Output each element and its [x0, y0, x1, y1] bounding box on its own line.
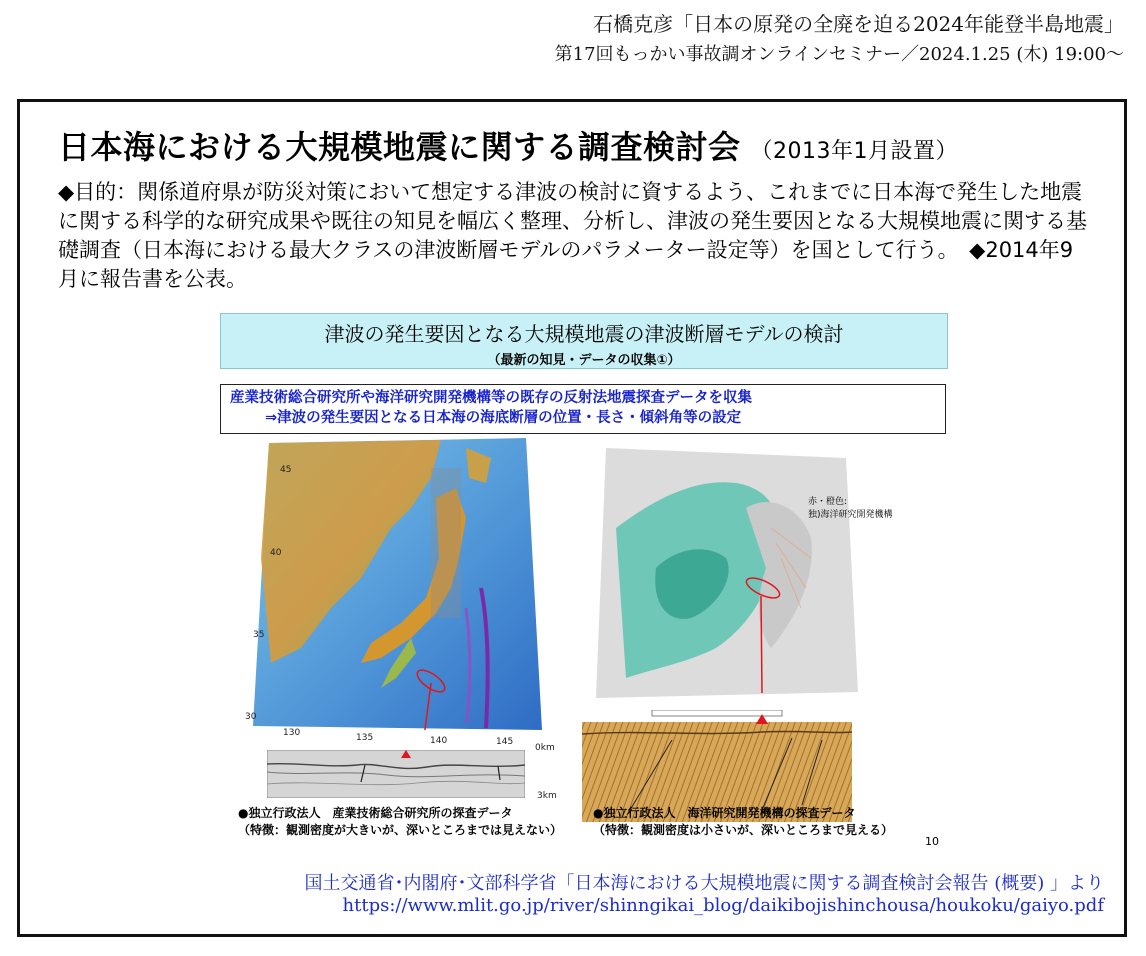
panel-subtitle: （最新の知見・データの収集①） [487, 353, 681, 368]
legend-line-2: 独)海洋研究開発機構 [808, 510, 893, 520]
slide-title-main: 日本海における大規模地震に関する調査検討会 [58, 128, 741, 166]
panel-title-box [220, 313, 948, 369]
purpose-text: ◆目的：関係道府県が防災対策において想定する津波の検討に資するよう、これまでに日本海で発生した地震に関する科学的な研究成果や既往の知見を幅広く整理、分析し、津波の発生要因となる大規模地震に関する基礎調査（日本海における最大クラスの津波断層モデルのパラメーター設定等）を国として行う。 ◆2014年9月に報告書を公表。 [58, 180, 1087, 291]
left-seismic-profile [267, 750, 525, 798]
left-topography-map [241, 438, 542, 730]
caption-right-2: （特徴：観測密度は小さいが、深いところまで見える） [593, 823, 894, 837]
lon-tick-140: 140 [430, 736, 448, 746]
slide-title [58, 122, 958, 168]
caption-left-2: （特徴：観測密度が大きいが、深いところまでは見えない） [238, 823, 563, 837]
lat-tick-40: 40 [270, 548, 282, 558]
lon-tick-135: 135 [356, 733, 374, 743]
source-url[interactable]: https://www.mlit.go.jp/river/shinngikai_blog/daikibojishinchousa/houkoku/gaiyo.pdf [342, 895, 1104, 916]
panel-title: 津波の発生要因となる大規模地震の津波断層モデルの検討 [324, 322, 844, 346]
depth-bottom-label: 3km [537, 791, 557, 801]
legend-line-1: 赤・橙色: [808, 497, 848, 507]
right-map-legend [808, 496, 893, 522]
header-line-2: 第17回もっかい事故調オンラインセミナー／2024.1.25 (木) 19:00〜 [554, 44, 1124, 65]
lat-tick-35: 35 [253, 630, 265, 640]
lat-tick-45: 45 [280, 465, 292, 475]
lon-tick-145: 145 [496, 737, 514, 747]
depth-top-label: 0km [535, 743, 555, 753]
slide-title-sub: （2013年1月設置） [750, 139, 959, 164]
source-line-1: 国土交通省･内閣府･文部科学省「日本海における大規模地震に関する調査検討会報告 (概要) 」より [304, 873, 1104, 894]
info-box [220, 384, 946, 434]
info-line-1: 産業技術総合研究所や海洋研究開発機構等の既存の反射法地震探査データを収集 [230, 390, 752, 406]
caption-left-1: ●独立行政法人 産業技術総合研究所の探査データ [238, 806, 513, 820]
header-line-1: 石橋克彦「日本の原発の全廃を迫る2024年能登半島地震」 [593, 12, 1124, 36]
caption-right-1: ●独立行政法人 海洋研究開発機構の探査データ [593, 806, 856, 820]
page-number: 10 [925, 835, 939, 848]
lat-tick-30: 30 [245, 712, 257, 722]
info-line-2: ⇒津波の発生要因となる日本海の海底断層の位置・長さ・傾斜角等の設定 [265, 410, 742, 426]
lon-tick-130: 130 [283, 728, 301, 738]
slide [17, 99, 1127, 937]
right-topography-map [596, 448, 858, 698]
